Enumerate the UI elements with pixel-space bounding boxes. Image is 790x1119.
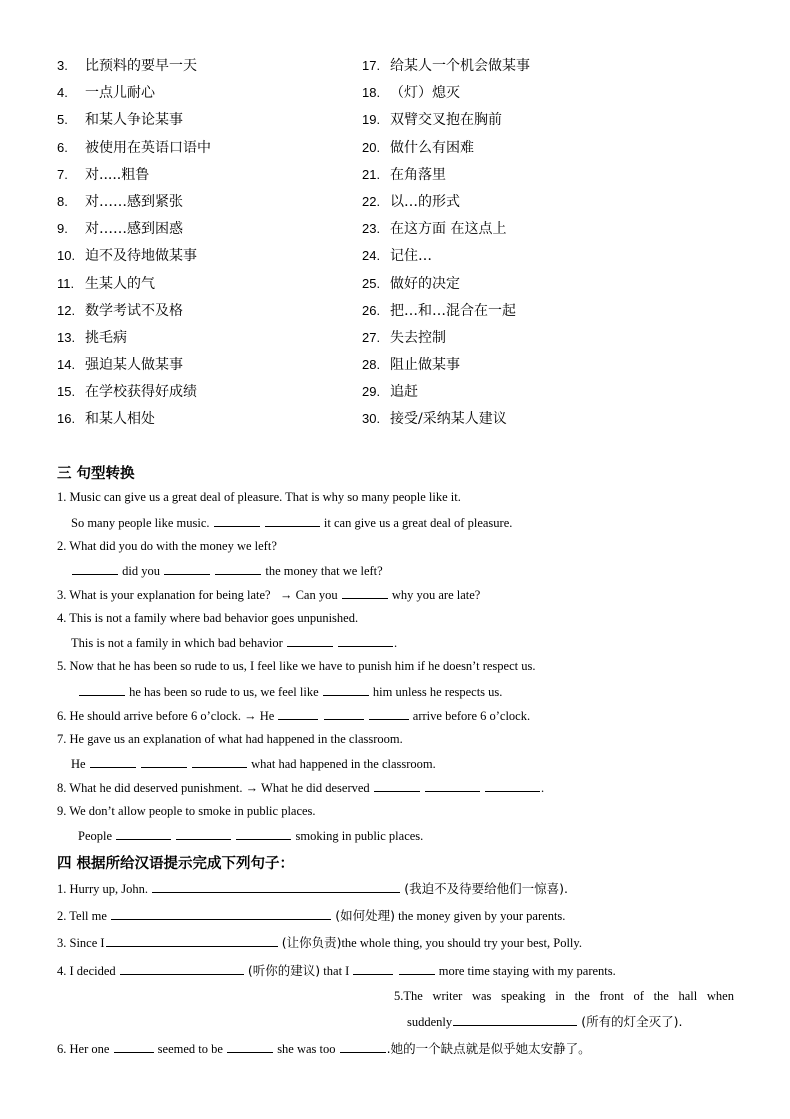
answer-blank[interactable]	[116, 827, 171, 840]
vocab-prompt: （灯）熄灭	[390, 85, 460, 102]
answer-blank[interactable]	[485, 779, 540, 792]
q4-6-hint: .她的一个缺点就是似乎她太安静了。	[386, 1041, 591, 1056]
vocab-item	[57, 328, 357, 355]
vocab-number: 29.	[362, 384, 381, 400]
answer-blank[interactable]	[278, 707, 318, 720]
section-3-title: 三 句型转换	[57, 466, 135, 482]
q3-8-pre: 8. What he did deserved punishment. → What he did deserved	[57, 781, 370, 795]
q4-5-word: front	[599, 989, 624, 1003]
q3-9-post: smoking in public places.	[295, 829, 424, 843]
q3-3-pre: 3. What is your explanation for being late?	[57, 588, 271, 602]
q3-4-rewrite	[71, 634, 761, 651]
q3-2-rewrite	[71, 562, 761, 579]
q3-1-original: 1. Music can give us a great deal of pleasure. That is why so many people like it.	[57, 490, 461, 504]
vocab-prompt: 阻止做某事	[390, 357, 460, 374]
vocab-prompt: 生某人的气	[85, 275, 155, 292]
q4-3-hint: (让你负责)	[281, 935, 342, 950]
q3-6-pre: 6. He should arrive before 6 o’clock. → He	[57, 709, 275, 723]
vocab-item	[57, 138, 357, 165]
q4-5-word: hall	[678, 989, 698, 1003]
vocab-number: 17.	[362, 58, 381, 73]
q3-9-rewrite	[78, 827, 768, 844]
vocab-prompt: 做什么有困难	[390, 139, 474, 156]
vocab-prompt: 失去控制	[390, 329, 446, 346]
vocab-prompt: 比预料的要早一天	[85, 58, 197, 74]
vocab-item	[57, 56, 357, 83]
answer-blank[interactable]	[287, 634, 333, 647]
vocab-prompt: 迫不及待地做某事	[85, 248, 197, 265]
vocab-prompt: 在学校获得好成绩	[85, 384, 197, 401]
answer-blank[interactable]	[425, 779, 480, 792]
vocab-number: 9.	[57, 221, 68, 237]
vocab-prompt: 接受/采纳某人建议	[390, 411, 507, 428]
vocab-item	[362, 56, 762, 83]
answer-blank[interactable]	[141, 755, 187, 768]
answer-blank[interactable]	[72, 562, 118, 575]
answer-blank[interactable]	[399, 962, 435, 975]
vocab-number: 26.	[362, 302, 381, 318]
vocab-item	[362, 138, 762, 165]
q3-3	[57, 586, 747, 603]
vocab-number: 20.	[362, 139, 381, 155]
q4-5-word: the	[574, 989, 590, 1003]
vocab-number: 24.	[362, 248, 381, 264]
vocab-number: 3.	[57, 58, 68, 73]
section-4-title: 四 根据所给汉语提示完成下列句子：	[57, 856, 295, 872]
q4-5-pre: suddenly	[407, 1015, 453, 1029]
vocab-prompt: 在这方面 在这点上	[390, 221, 507, 238]
vocab-number: 28.	[362, 357, 381, 373]
vocab-prompt: 把…和…混合在一起	[390, 302, 516, 319]
vocab-list-right	[362, 56, 762, 437]
answer-blank[interactable]	[324, 707, 364, 720]
vocab-item	[362, 110, 762, 137]
vocab-number: 12.	[57, 302, 76, 318]
vocab-prompt: 双臂交叉抱在胸前	[390, 112, 502, 129]
vocab-number: 15.	[57, 384, 76, 400]
vocab-number: 6.	[57, 139, 68, 155]
q3-1-rewrite	[71, 514, 761, 531]
q4-6-mid2: she was too	[277, 1042, 336, 1056]
vocab-prompt: 给某人一个机会做某事	[390, 58, 530, 74]
q3-9-original: 9. We don’t allow people to smoke in public places.	[57, 804, 316, 818]
vocab-number: 8.	[57, 193, 68, 209]
answer-blank[interactable]	[120, 962, 244, 975]
q4-3	[57, 934, 747, 951]
q3-6-post: arrive before 6 o’clock.	[412, 709, 531, 723]
answer-blank[interactable]	[227, 1040, 273, 1053]
vocab-item	[57, 301, 357, 328]
vocab-item	[362, 382, 762, 409]
vocab-list-left	[57, 56, 357, 437]
vocab-number: 11.	[57, 275, 75, 291]
vocab-item	[57, 409, 357, 436]
vocab-prompt: 强迫某人做某事	[85, 357, 183, 374]
vocab-item	[57, 382, 357, 409]
q3-1-pre: So many people like music.	[71, 516, 210, 530]
vocab-number: 21.	[362, 166, 381, 182]
q4-4-hint: (听你的建议)	[247, 963, 321, 978]
q3-2-mid: did you	[122, 564, 160, 578]
vocab-prompt: 对……感到紧张	[85, 193, 183, 210]
q4-4-mid: that I	[323, 964, 350, 978]
q3-7-pre: He	[71, 757, 86, 771]
q4-5-line1	[394, 988, 734, 1004]
q4-5-word: in	[555, 989, 565, 1003]
vocab-number: 30.	[362, 411, 381, 427]
answer-blank[interactable]	[340, 1040, 386, 1053]
q3-1-post: it can give us a great deal of pleasure.	[323, 516, 513, 530]
q4-2-pre: 2. Tell me	[57, 909, 107, 923]
vocab-number: 25.	[362, 275, 381, 291]
vocab-item	[362, 192, 762, 219]
q4-4	[57, 962, 747, 979]
vocab-item	[362, 219, 762, 246]
vocab-prompt: 和某人争论某事	[85, 112, 183, 129]
vocab-item	[57, 110, 357, 137]
q3-8	[57, 779, 747, 796]
q3-4-post: .	[394, 636, 398, 650]
vocab-number: 27.	[362, 329, 381, 345]
q4-2-post: the money given by your parents.	[398, 909, 566, 923]
q4-1	[57, 880, 747, 897]
vocab-prompt: 在角落里	[390, 166, 446, 183]
q3-4-original: 4. This is not a family where bad behavior goes unpunished.	[57, 611, 359, 625]
q3-5-original: 5. Now that he has been so rude to us, I feel like we have to punish him if he doesn’t respect us.	[57, 659, 536, 673]
q4-1-pre: 1. Hurry up, John.	[57, 882, 148, 896]
q3-2-original: 2. What did you do with the money we left?	[57, 539, 277, 553]
vocab-item	[362, 301, 762, 328]
vocab-number: 10.	[57, 248, 76, 264]
answer-blank[interactable]	[106, 934, 278, 947]
q3-2-post: the money that we left?	[265, 564, 383, 578]
q4-5-word: was	[471, 989, 492, 1003]
vocab-prompt: 追赶	[390, 384, 418, 401]
q3-8-post: .	[541, 781, 545, 795]
q3-5-rewrite	[78, 683, 768, 700]
vocab-item	[57, 83, 357, 110]
answer-blank[interactable]	[215, 562, 261, 575]
q4-5-word: of	[633, 989, 644, 1003]
vocab-item	[362, 274, 762, 301]
vocab-prompt: 被使用在英语口语中	[85, 139, 211, 156]
answer-blank[interactable]	[214, 514, 260, 527]
q4-5-word: speaking	[501, 989, 546, 1003]
q4-2	[57, 907, 747, 924]
vocab-item	[57, 246, 357, 273]
vocab-item	[362, 165, 762, 192]
answer-blank[interactable]	[152, 880, 400, 893]
q3-3-post: why you are late?	[391, 588, 481, 602]
vocab-item	[362, 83, 762, 110]
vocab-item	[57, 355, 357, 382]
vocab-prompt: 一点儿耐心	[85, 85, 155, 102]
vocab-prompt: 对.....粗鲁	[85, 166, 150, 183]
answer-blank[interactable]	[114, 1040, 154, 1053]
q4-5-word: writer	[432, 989, 463, 1003]
answer-blank[interactable]	[90, 755, 136, 768]
vocab-prompt: 做好的决定	[390, 275, 460, 292]
answer-blank[interactable]	[236, 827, 291, 840]
q4-3-post: the whole thing, you should try your best, Polly.	[341, 936, 582, 950]
vocab-number: 16.	[57, 411, 76, 427]
q4-1-hint: (我迫不及待要给他们一惊喜).	[404, 881, 568, 896]
q4-5-line2	[407, 1013, 727, 1030]
q4-5-word: when	[706, 989, 734, 1003]
answer-blank[interactable]	[192, 755, 247, 768]
vocab-item	[57, 192, 357, 219]
answer-blank[interactable]	[374, 779, 420, 792]
answer-blank[interactable]	[164, 562, 210, 575]
vocab-item	[362, 409, 762, 436]
vocab-number: 23.	[362, 221, 381, 237]
answer-blank[interactable]	[369, 707, 409, 720]
q3-6	[57, 707, 747, 724]
q3-3-arrow: → Can you	[279, 588, 338, 602]
vocab-number: 22.	[362, 193, 381, 209]
vocab-prompt: 挑毛病	[85, 329, 127, 346]
q4-3-pre: 3. Since I	[57, 936, 105, 950]
vocab-number: 13.	[57, 329, 76, 345]
vocab-number: 14.	[57, 357, 76, 373]
vocab-number: 19.	[362, 112, 381, 128]
answer-blank[interactable]	[79, 683, 125, 696]
q3-7-post: what had happened in the classroom.	[251, 757, 436, 771]
vocab-item	[57, 274, 357, 301]
vocab-item	[57, 165, 357, 192]
vocab-number: 4.	[57, 85, 68, 101]
vocab-prompt: 和某人相处	[85, 411, 155, 428]
vocab-item	[362, 246, 762, 273]
vocab-item	[57, 219, 357, 246]
q4-6-mid1: seemed to be	[157, 1042, 223, 1056]
vocab-prompt: 以…的形式	[390, 193, 460, 210]
vocab-number: 5.	[57, 112, 68, 128]
answer-blank[interactable]	[265, 514, 320, 527]
q3-9-pre: People	[78, 829, 113, 843]
q3-7-rewrite	[71, 755, 761, 772]
vocab-item	[362, 355, 762, 382]
vocab-prompt: 对……感到困惑	[85, 221, 183, 238]
answer-blank[interactable]	[111, 907, 331, 920]
answer-blank[interactable]	[338, 634, 393, 647]
q3-5-mid: he has been so rude to us, we feel like	[129, 685, 319, 699]
q4-5-word: the	[653, 989, 669, 1003]
q4-6	[57, 1040, 747, 1057]
answer-blank[interactable]	[342, 586, 388, 599]
q4-6-pre: 6. Her one	[57, 1042, 110, 1056]
q4-5-hint: (所有的灯全灭了).	[581, 1014, 683, 1029]
q4-5-word: 5.The	[394, 989, 423, 1003]
vocab-number: 18.	[362, 85, 381, 101]
vocab-item	[362, 328, 762, 355]
q3-4-pre: This is not a family in which bad behavior	[71, 636, 283, 650]
vocab-prompt: 记住…	[390, 248, 432, 265]
q3-7-original: 7. He gave us an explanation of what had happened in the classroom.	[57, 732, 403, 746]
answer-blank[interactable]	[353, 962, 393, 975]
vocab-number: 7.	[57, 166, 68, 182]
q3-5-post: him unless he respects us.	[372, 685, 503, 699]
vocab-prompt: 数学考试不及格	[85, 302, 183, 319]
answer-blank[interactable]	[323, 683, 369, 696]
answer-blank[interactable]	[453, 1013, 577, 1026]
q4-4-pre: 4. I decided	[57, 964, 116, 978]
q4-2-hint: (如何处理)	[335, 908, 395, 923]
answer-blank[interactable]	[176, 827, 231, 840]
q4-4-post: more time staying with my parents.	[438, 964, 616, 978]
